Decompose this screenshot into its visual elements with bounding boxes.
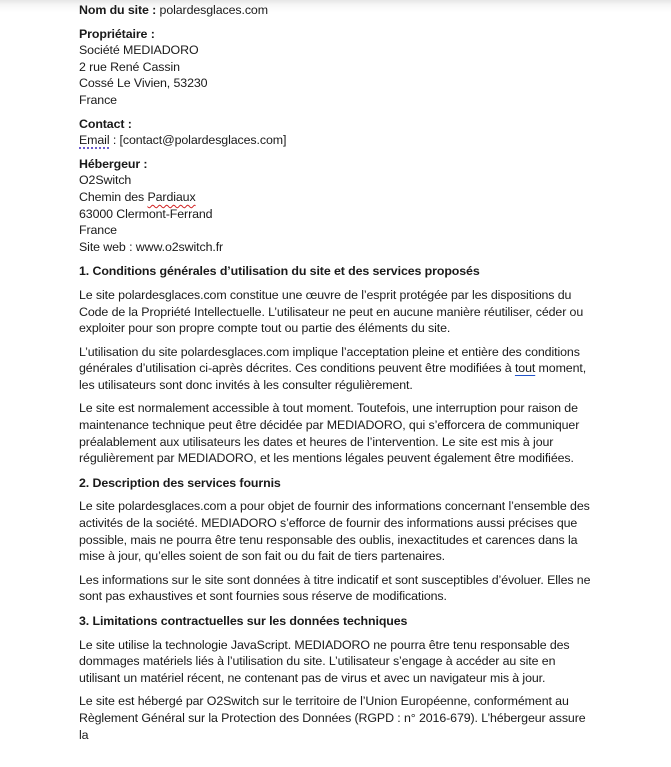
section-paragraph: Le site est hébergé par O2Switch sur le territoire de l’Union Européenne, conformément au Règlement Général sur la Protection des Données (RGPD : n° 2016-679). L’hébergeur assure la: [79, 694, 586, 742]
owner-line: Société MEDIADORO: [79, 43, 199, 58]
contact-label: Contact :: [79, 116, 132, 131]
document-page[interactable]: [79, 2, 595, 743]
owner-line: France: [79, 92, 117, 107]
paragraph-text: L’utilisation du site polardesglaces.com implique l’acceptation pleine et entière des conditions générales d’utilisation ci-après décrites. Ces conditions peuvent être modifiées à: [79, 344, 580, 376]
section-paragraph: Le site polardesglaces.com constitue une œuvre de l’esprit protégée par les dispositions du Code de la Propriété Intellectuelle. L’utilisateur ne peut en aucune manière réutiliser, céder ou exploiter pour son propre compte tout ou partie des éléments du site.: [79, 287, 584, 336]
paragraph-text: moment, les utilisateurs sont donc invités à les consulter régulièrement.: [79, 361, 587, 392]
contact-email-line: [79, 132, 595, 149]
section-heading: 1. Conditions générales d’utilisation du site et des services proposés: [79, 264, 480, 279]
email-label-flagged[interactable]: Email: [79, 133, 110, 148]
host-block: [79, 156, 595, 256]
host-label: Hébergeur :: [79, 156, 148, 171]
owner-line: 2 rue René Cassin: [79, 59, 180, 74]
email-value: : [contact@polardesglaces.com]: [109, 133, 287, 148]
owner-label: Propriétaire :: [79, 26, 155, 41]
host-street-prefix: Chemin des: [79, 189, 148, 204]
section-paragraph: [79, 344, 595, 394]
host-country: France: [79, 223, 117, 238]
host-website: Site web : www.o2switch.fr: [79, 239, 224, 254]
host-street: [79, 189, 595, 206]
section-paragraph: Les informations sur le site sont données à titre indicatif et sont susceptibles d’évoluer. Elles ne sont pas exhaustives et sont fournies sous réserve de modifications.: [79, 572, 591, 604]
host-name: O2Switch: [79, 173, 132, 188]
section-paragraph: Le site est normalement accessible à tout moment. Toutefois, une interruption pour raison de maintenance technique peut être décidée par MEDIADORO, qui s’efforcera de communiquer préalablement aux utilisateurs les dates et heures de l’intervention. Le site est mis à jour régulièrement par MEDIADORO, et les mentions légales peuvent également être modifiées.: [79, 401, 580, 466]
section-paragraph: Le site utilise la technologie JavaScript. MEDIADORO ne pourra être tenu responsable des dommages matériels liés à l’utilisation du site. L’utilisateur s’engage à accéder au site en utilisant un matériel récent, ne contenant pas de virus et avec un navigateur mis à jour.: [79, 637, 570, 685]
owner-block: [79, 26, 595, 109]
host-city: 63000 Clermont-Ferrand: [79, 206, 213, 221]
owner-line: Cossé Le Vivien, 53230: [79, 76, 208, 91]
site-name-value: polardesglaces.com: [156, 3, 268, 17]
spelling-error-word[interactable]: Pardiaux: [147, 189, 196, 204]
section-heading: 3. Limitations contractuelles sur les données techniques: [79, 614, 408, 628]
section-heading: 2. Description des services fournis: [79, 475, 281, 490]
site-name-label: Nom du site :: [79, 3, 157, 17]
site-name-line: [79, 2, 595, 19]
contact-block: [79, 116, 595, 149]
grammar-flagged-word[interactable]: tout: [514, 361, 536, 376]
section-paragraph: Le site polardesglaces.com a pour objet de fournir des informations concernant l’ensemble des activités de la société. MEDIADORO s’efforce de fournir des informations aussi précises que possible, mais ne pourra être tenu responsable des oublis, inexactitudes et carences dans la mise à jour, qu’elles soient de son fait ou du fait de tiers partenaires.: [79, 499, 590, 564]
